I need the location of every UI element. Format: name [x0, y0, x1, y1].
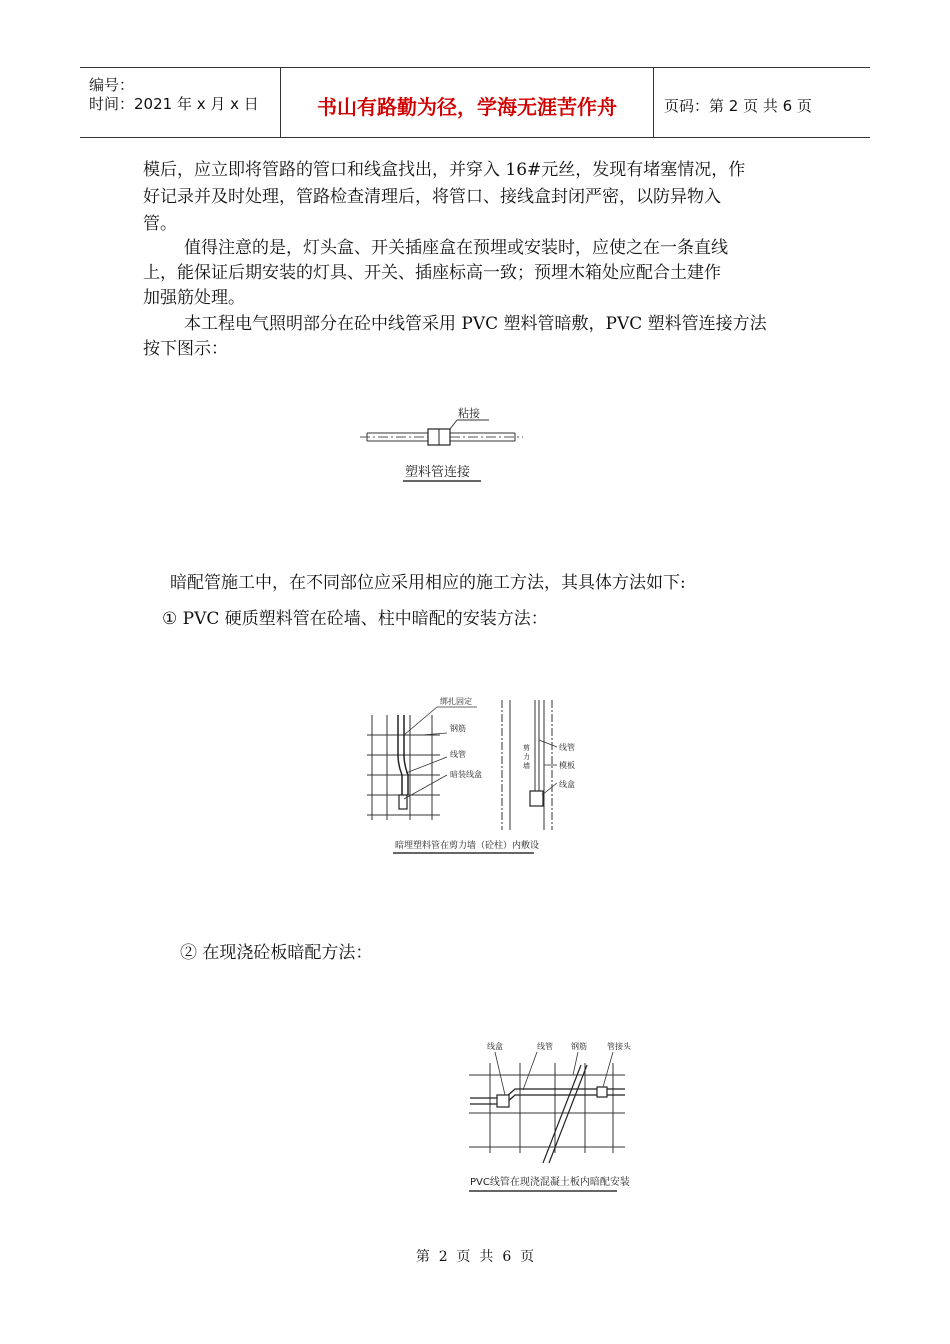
formwork-label: 模板	[559, 761, 575, 770]
doc-number-label: 编号：	[89, 76, 135, 94]
list-item-2: ② 在现浇砼板暗配方法：	[180, 943, 373, 963]
glue-joint-label: 粘接	[458, 407, 480, 420]
header-page-label: 页码：第 2 页 共 6 页	[664, 97, 812, 115]
wall-label-3: 墙	[523, 762, 530, 770]
slab-box-label: 线盒	[487, 1042, 503, 1051]
header-page-cell	[654, 68, 870, 137]
slab-rebar-label: 钢筋	[571, 1042, 587, 1051]
pipe-joint-label: 管接头	[607, 1042, 631, 1051]
figure1-caption: 塑料管连接	[405, 465, 471, 480]
doc-date-label: 时间：2021 年 x 月 x 日	[89, 95, 259, 113]
paragraph-1-line-3: 管。	[143, 214, 177, 234]
figure3-caption: PVC线管在现浇混凝土板内暗配安装	[470, 1177, 630, 1188]
paragraph-2-line-2: 上，能保证后期安装的灯具、开关、插座标高一致；预埋木箱处应配合土建作	[143, 263, 721, 283]
pipe-connection-figure	[355, 400, 535, 490]
paragraph-3-line-1: 本工程电气照明部分在砼中线管采用 PVC 塑料管暗敷，PVC 塑料管连接方法	[184, 314, 767, 334]
paragraph-1-line-1: 模后，应立即将管路的管口和线盒找出，并穿入 16#元丝，发现有堵塞情况，作	[143, 160, 746, 180]
concealed-box-label: 暗装线盒	[450, 770, 482, 779]
header-meta-cell	[80, 68, 281, 137]
slab-embedding-figure	[465, 1035, 635, 1200]
header-motto-cell	[281, 68, 654, 137]
wall-label-2: 力	[523, 753, 530, 761]
page-footer: 第 2 页 共 6 页	[415, 1249, 535, 1265]
bind-fix-label: 绑扎固定	[440, 697, 472, 706]
slab-pipe-label: 线管	[537, 1042, 553, 1051]
list-item-1: ① PVC 硬质塑料管在砼墙、柱中暗配的安装方法：	[162, 609, 548, 629]
paragraph-3-line-2: 按下图示：	[143, 339, 228, 359]
paragraph-2-line-1: 值得注意的是，灯头盒、开关插座盒在预埋或安装时，应使之在一条直线	[184, 238, 728, 258]
paragraph-2-line-3: 加强筋处理。	[143, 288, 245, 308]
paragraph-1-line-2: 好记录并及时处理，管路检查清理后，将管口、接线盒封闭严密，以防异物入	[143, 187, 721, 207]
figure2-caption: 暗埋塑料管在剪力墙（砼柱）内敷设	[395, 841, 540, 851]
box-label-right: 线盒	[559, 780, 575, 789]
wall-label-1: 剪	[523, 744, 530, 752]
header-motto: 书山有路勤为径，学海无涯苦作舟	[317, 95, 617, 119]
pipe-label-right: 线管	[559, 743, 575, 752]
pipe-label: 线管	[450, 750, 466, 759]
paragraph-4: 暗配管施工中，在不同部位应采用相应的施工方法，其具体方法如下:	[170, 573, 686, 593]
wall-embedding-figure	[362, 695, 602, 865]
page-header	[80, 67, 870, 138]
rebar-label: 钢筋	[450, 724, 466, 733]
